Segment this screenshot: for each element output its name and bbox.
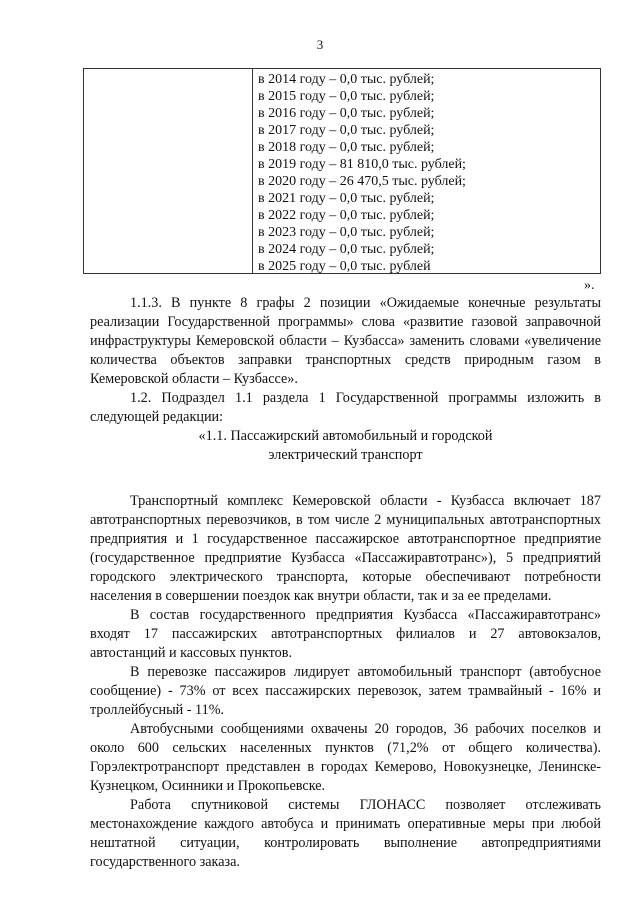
- table-row: в 2018 году – 0,0 тыс. рублей;: [258, 140, 435, 155]
- paragraph-enterprise-structure: В состав государственного предприятия Кузбасса «Пассажиравтотранс» входят 17 пассажирских автотранспортных филиалов и 27 автовокзалов, автостанций и кассовых пунктов.: [90, 607, 601, 661]
- table-row: в 2016 году – 0,0 тыс. рублей;: [258, 106, 435, 121]
- table-row: в 2021 году – 0,0 тыс. рублей;: [258, 191, 435, 206]
- paragraph-bus-coverage: Автобусными сообщениями охвачены 20 городов, 36 рабочих поселков и около 600 сельских населенных пунктов (71,2% от общего количества). Горэлектротранспорт представлен в городах Кемерово, Новокузнецке, Ленинске-Кузнецком, Осинники и Прокопьевске.: [90, 721, 601, 794]
- table-row: в 2019 году – 81 810,0 тыс. рублей;: [258, 157, 466, 172]
- table-column-divider: [252, 69, 253, 273]
- document-body: [90, 294, 601, 872]
- spacer: [90, 465, 601, 492]
- closing-quote: ».: [584, 278, 595, 293]
- table-row: в 2017 году – 0,0 тыс. рублей;: [258, 123, 435, 138]
- paragraph-1-2: 1.2. Подраздел 1.1 раздела 1 Государственной программы изложить в следующей редакции:: [90, 390, 601, 425]
- table-row: в 2025 году – 0,0 тыс. рублей: [258, 259, 431, 274]
- table-row: в 2020 году – 26 470,5 тыс. рублей;: [258, 174, 466, 189]
- paragraph-1-1-3: 1.1.3. В пункте 8 графы 2 позиции «Ожидаемые конечные результаты реализации Государственной программы» слова «развитие газовой заправочной инфраструктуры Кемеровской области – Кузбасса» заменить словами «увеличение количества объектов заправки транспортных средств природным газом в Кемеровской области – Кузбассе».: [90, 295, 601, 387]
- table-row: в 2024 году – 0,0 тыс. рублей;: [258, 242, 435, 257]
- paragraph-transport-share: В перевозке пассажиров лидирует автомобильный транспорт (автобусное сообщение) - 73% от всех пассажирских перевозок, затем трамвайный - 16% и троллейбусный - 11%.: [90, 664, 601, 718]
- funding-table: [83, 68, 601, 274]
- section-heading-line1: «1.1. Пассажирский автомобильный и городской: [198, 428, 493, 444]
- page-number: 3: [316, 37, 324, 52]
- funding-years-cell: [258, 71, 466, 275]
- paragraph-glonass: Работа спутниковой системы ГЛОНАСС позволяет отслеживать местонахождение каждого автобуса и принимать оперативные меры при любой нештатной ситуации, контролировать выполнение автопредприятиями государственного заказа.: [90, 797, 601, 870]
- section-heading-line2: электрический транспорт: [268, 447, 423, 463]
- table-row: в 2023 году – 0,0 тыс. рублей;: [258, 225, 435, 240]
- table-row: в 2014 году – 0,0 тыс. рублей;: [258, 72, 435, 87]
- paragraph-transport-complex: Транспортный комплекс Кемеровской области - Кузбасса включает 187 автотранспортных перевозчиков, в том числе 2 муниципальных автотранспортных предприятия и 1 государственное пассажирское автотранспортное предприятие (государственное предприятие Кузбасса «Пассажиравтотранс»), 5 предприятий городского электрического транспорта, которые обеспечивают потребности населения в совершении поездок как внутри области, так и за ее пределами.: [90, 493, 601, 604]
- table-row: в 2015 году – 0,0 тыс. рублей;: [258, 89, 435, 104]
- table-row: в 2022 году – 0,0 тыс. рублей;: [258, 208, 435, 223]
